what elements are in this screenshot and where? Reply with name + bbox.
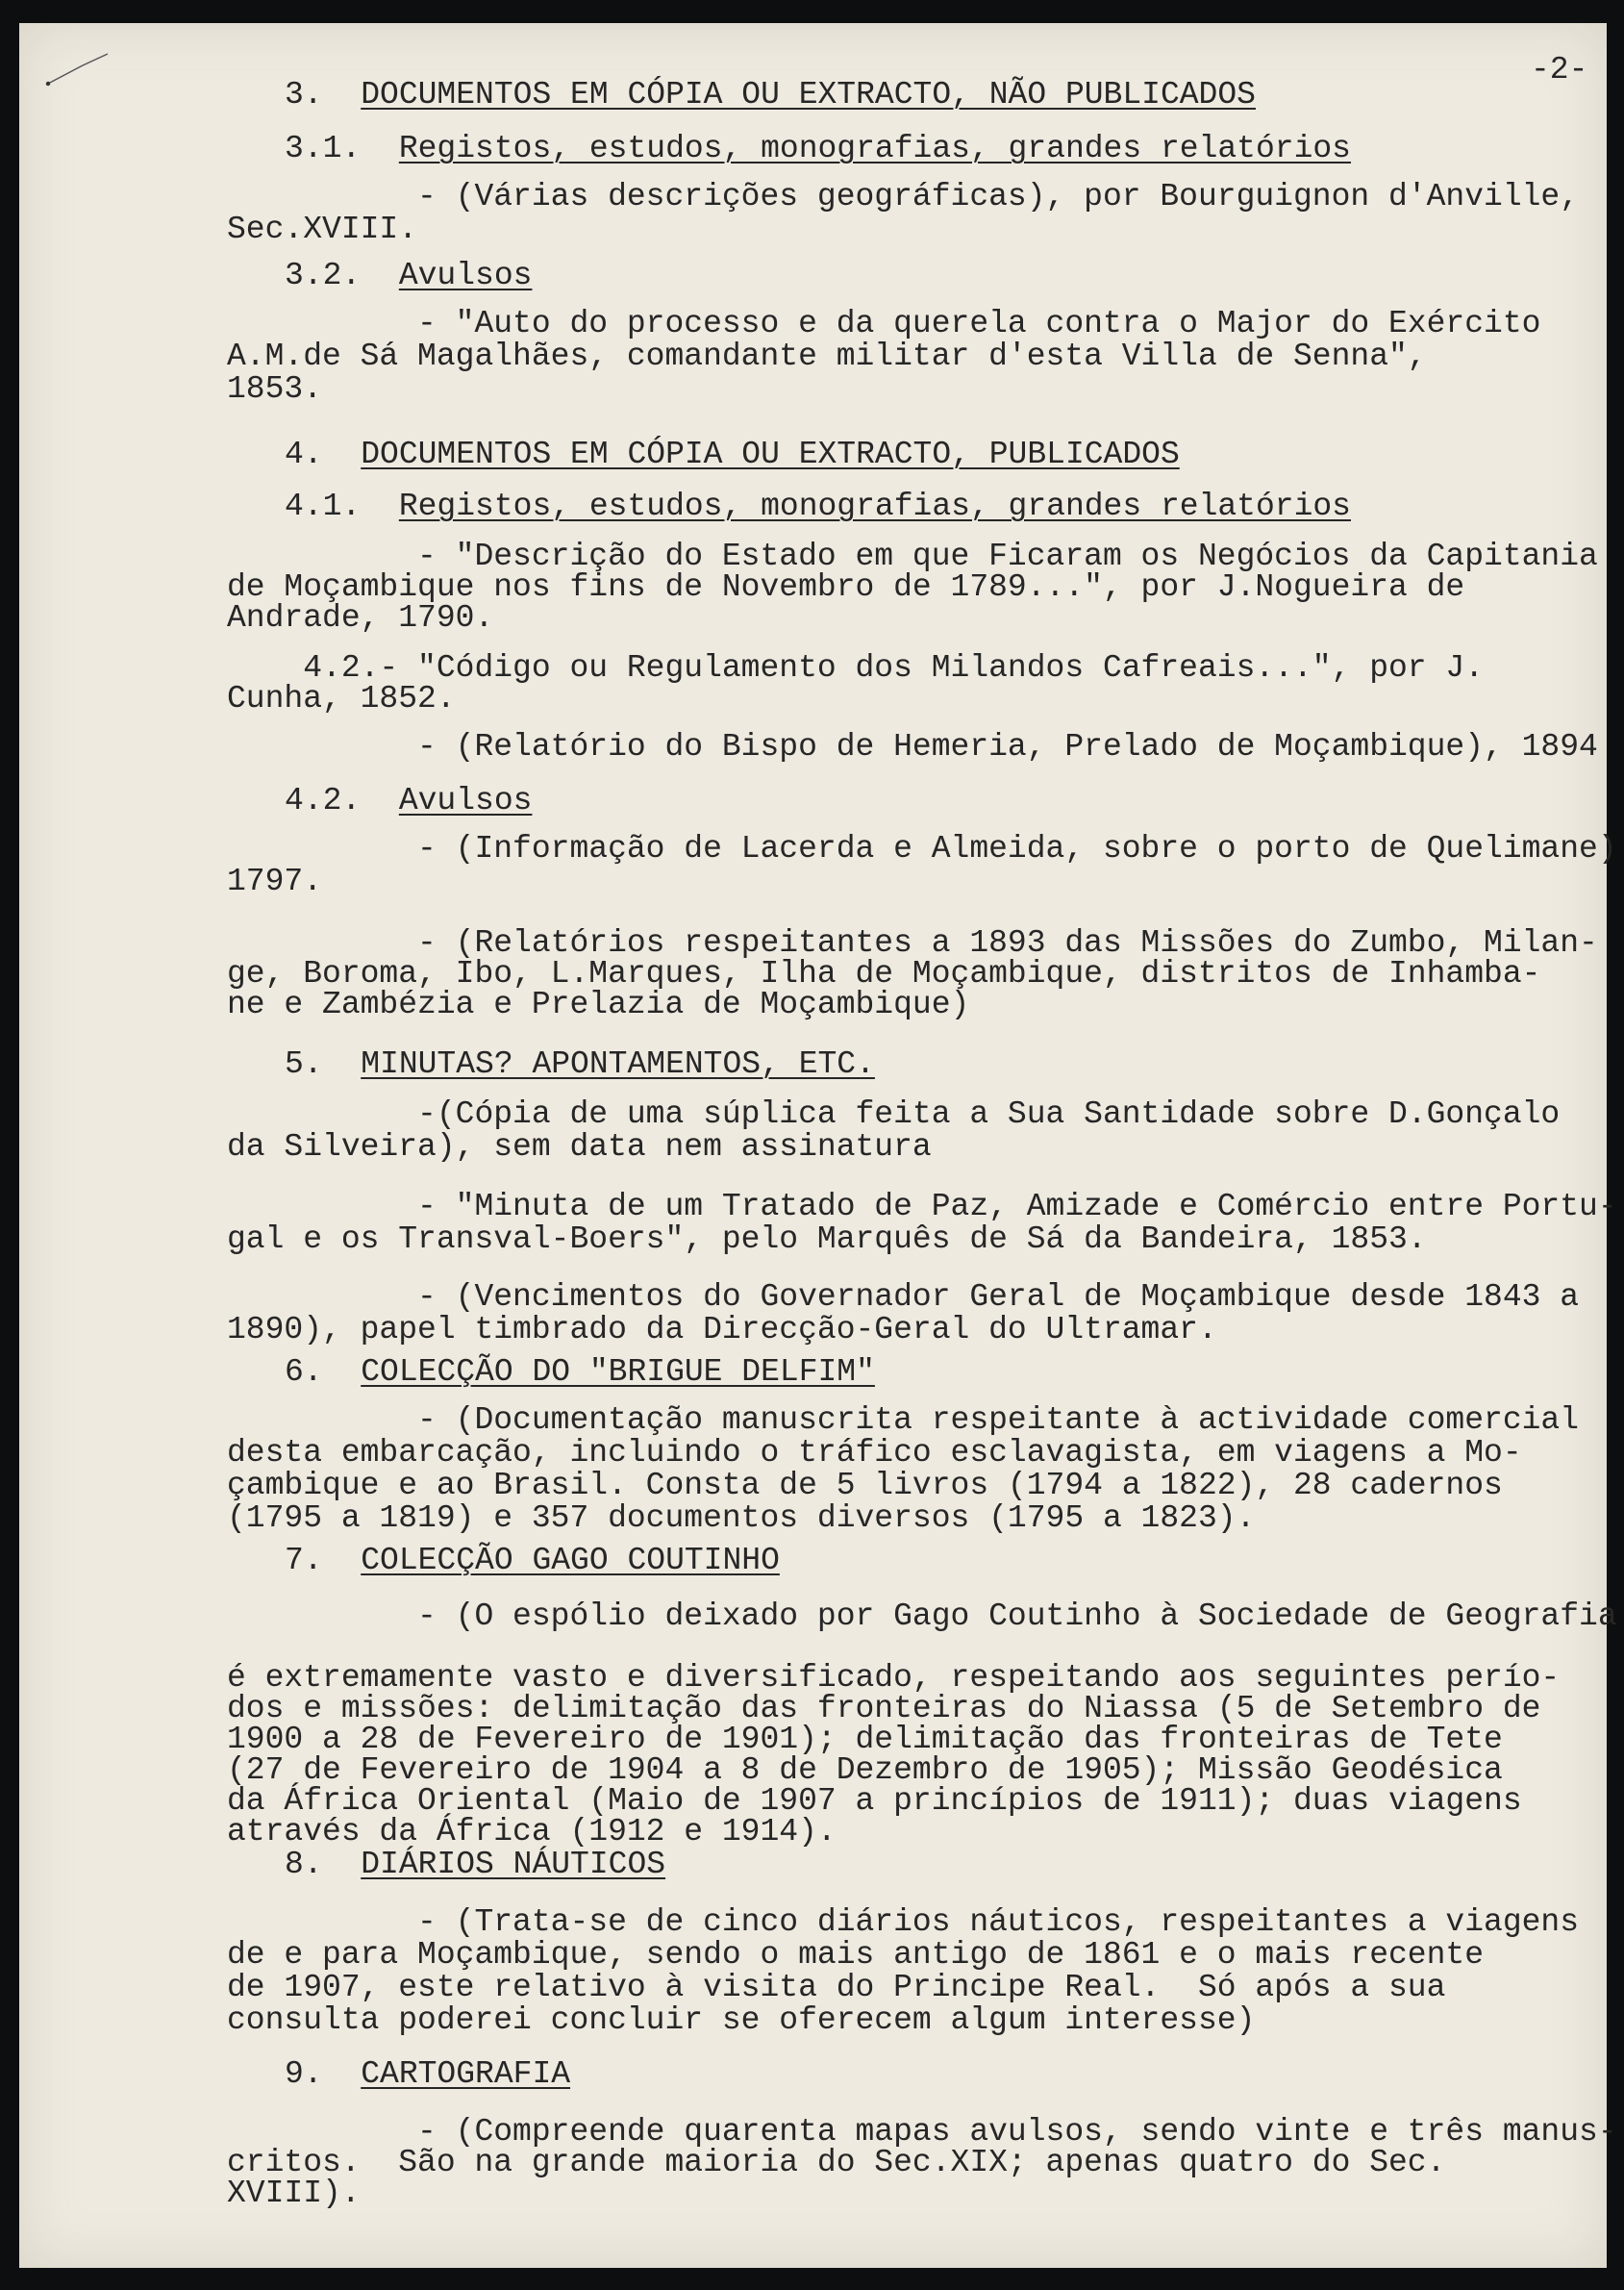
text-line: de Moçambique nos fins de Novembro de 1789...", por J.Nogueira de [227, 569, 1465, 605]
text-line: 1853. [227, 371, 323, 407]
section-7-heading: 7. COLECÇÃO GAGO COUTINHO [285, 1543, 780, 1578]
section-4-2-heading: 4.2. Avulsos [285, 783, 533, 818]
text-line: XVIII). [227, 2176, 361, 2211]
text-line: dos e missões: delimitação das fronteiras do Niassa (5 de Setembro de [227, 1691, 1541, 1726]
text-line: Cunha, 1852. [227, 681, 456, 717]
text-line: desta embarcação, incluindo o tráfico esclavagista, em viagens a Mo- [227, 1435, 1522, 1471]
text-line: - (O espólio deixado por Gago Coutinho à Sociedade de Geografia [227, 1598, 1617, 1634]
text-line: de e para Moçambique, sendo o mais antigo de 1861 e o mais recente [227, 1937, 1485, 1973]
section-5-heading: 5. MINUTAS? APONTAMENTOS, ETC. [285, 1046, 875, 1082]
text-line: critos. São na grande maioria do Sec.XIX; apenas quatro do Sec. [227, 2145, 1446, 2180]
pen-mark [44, 50, 112, 88]
section-6-heading: 6. COLECÇÃO DO "BRIGUE DELFIM" [285, 1354, 875, 1390]
text-line: consulta poderei concluir se oferecem algum interesse) [227, 2002, 1256, 2038]
text-line: é extremamente vasto e diversificado, respeitando aos seguintes perío- [227, 1660, 1561, 1696]
page-number: -2- [1531, 52, 1588, 88]
text-line: da Silveira), sem data nem assinatura [227, 1129, 932, 1165]
text-line: 1900 a 28 de Fevereiro de 1901); delimitação das fronteiras de Tete [227, 1722, 1503, 1757]
section-4-heading: 4. DOCUMENTOS EM CÓPIA OU EXTRACTO, PUBLICADOS [285, 437, 1180, 472]
text-line: - (Várias descrições geográficas), por Bourguignon d'Anville, [227, 179, 1580, 214]
text-line: - (Trata-se de cinco diários náuticos, respeitantes a viagens [227, 1904, 1580, 1940]
text-line: 1797. [227, 864, 323, 899]
section-9-heading: 9. CARTOGRAFIA [285, 2056, 571, 2092]
text-line: Sec.XVIII. [227, 212, 418, 247]
section-8-heading: 8. DIÁRIOS NÁUTICOS [285, 1847, 666, 1882]
text-line: 1890), papel timbrado da Direcção-Geral do Ultramar. [227, 1312, 1217, 1347]
text-line: ne e Zambézia e Prelazia de Moçambique) [227, 987, 970, 1022]
text-line: ge, Boroma, Ibo, L.Marques, Ilha de Moçambique, distritos de Inhamba- [227, 956, 1541, 992]
text-line: çambique e ao Brasil. Consta de 5 livros (1794 a 1822), 28 cadernos [227, 1468, 1503, 1503]
section-4-1-heading: 4.1. Registos, estudos, monografias, grandes relatórios [285, 489, 1351, 524]
text-line: - (Relatório do Bispo de Hemeria, Prelado de Moçambique), 1894 [227, 729, 1598, 765]
text-line: da África Oriental (Maio de 1907 a princípios de 1911); duas viagens [227, 1783, 1522, 1819]
text-line: através da África (1912 e 1914). [227, 1814, 837, 1850]
section-3-2-heading: 3.2. Avulsos [285, 258, 533, 293]
text-line: (27 de Fevereiro de 1904 a 8 de Dezembro de 1905); Missão Geodésica [227, 1752, 1503, 1788]
text-line: - (Compreende quarenta mapas avulsos, sendo vinte e três manus- [227, 2114, 1617, 2150]
text-line: - (Informação de Lacerda e Almeida, sobre o porto de Quelimane) [227, 831, 1617, 867]
text-line: - "Minuta de um Tratado de Paz, Amizade e Comércio entre Portu- [227, 1189, 1617, 1224]
section-3-heading: 3. DOCUMENTOS EM CÓPIA OU EXTRACTO, NÃO PUBLICADOS [285, 77, 1256, 113]
text-line: - "Descrição do Estado em que Ficaram os Negócios da Capitania [227, 539, 1598, 574]
text-line: gal e os Transval-Boers", pelo Marquês de Sá da Bandeira, 1853. [227, 1221, 1427, 1257]
text-line: - (Documentação manuscrita respeitante à actividade comercial [227, 1402, 1580, 1438]
text-line: -(Cópia de uma súplica feita a Sua Santidade sobre D.Gonçalo [227, 1096, 1561, 1132]
text-line: - "Auto do processo e da querela contra o Major do Exército [227, 306, 1541, 341]
text-line: de 1907, este relativo à visita do Principe Real. Só após a sua [227, 1970, 1446, 2005]
text-line: Andrade, 1790. [227, 600, 494, 636]
text-line: (1795 a 1819) e 357 documentos diversos (1795 a 1823). [227, 1500, 1256, 1536]
text-line: 4.2.- "Código ou Regulamento dos Milandos Cafreais...", por J. [227, 650, 1485, 686]
section-3-1-heading: 3.1. Registos, estudos, monografias, grandes relatórios [285, 131, 1351, 166]
text-line: - (Vencimentos do Governador Geral de Moçambique desde 1843 a [227, 1279, 1580, 1315]
document-page [19, 23, 1617, 2268]
text-line: - (Relatórios respeitantes a 1893 das Missões do Zumbo, Milan- [227, 925, 1598, 961]
text-line: A.M.de Sá Magalhães, comandante militar d'esta Villa de Senna", [227, 339, 1427, 374]
